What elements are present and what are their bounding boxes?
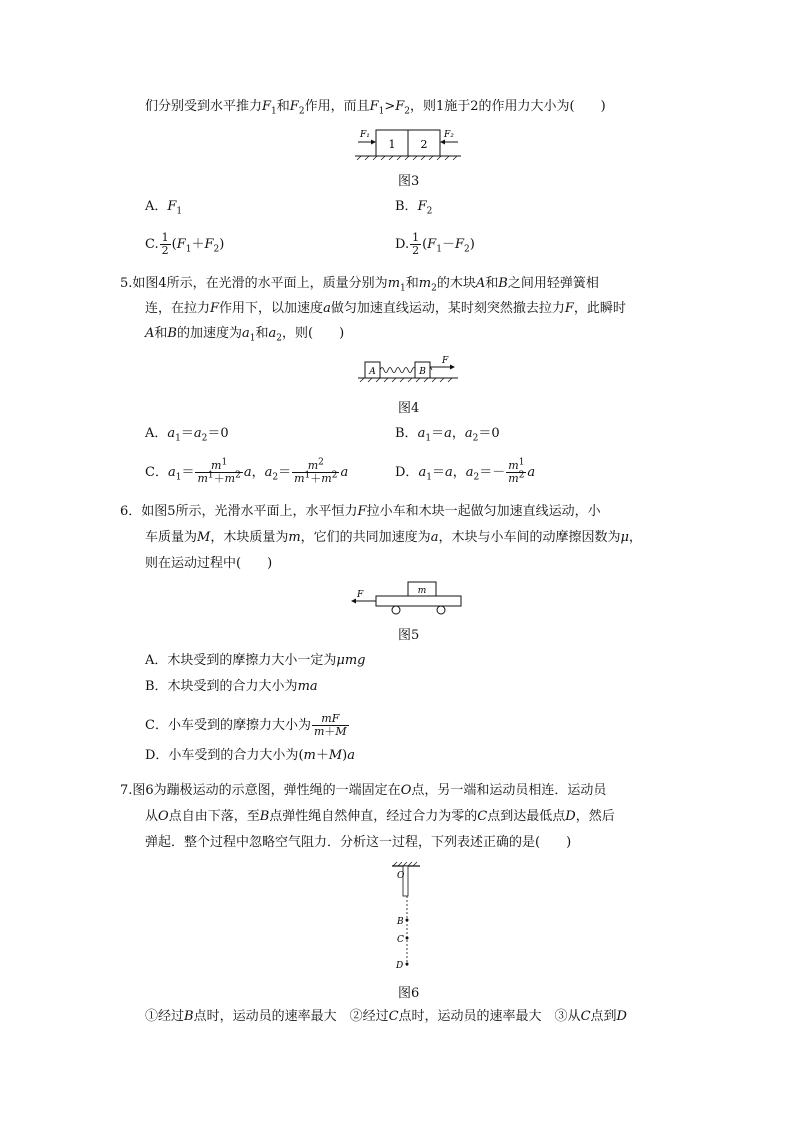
block-a-label: A [369,367,376,377]
q6-stem-line1: 6．如图5所示，光滑水平面上，水平恒力F拉小车和木块一起做匀加速直线运动，小 [120,504,601,519]
box-1-label: 1 [388,138,396,151]
q5-stem-line3: A和B的加速度为$a_1$和$a_2$，则( ) [145,326,345,344]
q5-stem-line1: 5.如图4所示，在光滑的水平面上，质量分别为$m_1$和$m_2$的木块A和B之间用轻弹簧相 [120,276,599,294]
figure-6-caption: 图6 [398,986,420,1001]
point-c [406,937,409,940]
q6-option-c[interactable]: C．小车受到的摩擦力大小为 $\frac{mF}{m+M}$ [145,712,347,738]
q5-option-b[interactable]: B．$a_1=a$，$a_2=0$ [395,426,500,444]
q6-stem-line3: 则在运动过程中( ) [145,556,273,571]
q4-option-d[interactable]: D. $\frac{1}{2}$ $(F_1-F_2)$ [395,231,475,257]
q5-option-c[interactable]: C．$a_1=$ $\frac{m^1}{m^1+m^2}$ a，$a_2=$ $\frac{m^2}{m^1+m^2}$ a [145,457,349,485]
q4-option-c[interactable]: C. $\frac{1}{2}$ $(F_1+F_2)$ [145,231,225,257]
cart-wheel-left [392,606,400,614]
box-2-label: 2 [420,138,428,151]
q4-stem: 们分别受到水平推力$F_1$和$F_2$作用，而且$F_1>F_2$，则1施于2的作用力大小为( ) [145,99,606,117]
cart-wheel-right [437,606,445,614]
force-label: F [442,356,449,366]
q5-option-a[interactable]: A．$a_1=a_2=0$ [145,426,229,444]
point-c-label: C [397,935,404,945]
point-b [406,919,409,922]
figure-3-caption: 图3 [398,174,420,189]
q4-option-a[interactable]: A．$F_1$ [145,199,183,217]
figure-4-caption: 图4 [398,401,420,416]
q4-option-b[interactable]: B．$F_2$ [395,199,433,217]
block-m-label: m [417,586,427,596]
q7-stem-line3: 弹起．整个过程中忽略空气阻力．分析这一过程，下列表述正确的是( ) [145,835,572,850]
point-b-label: B [397,917,404,927]
f1-label: F₁ [360,130,370,140]
q5-stem-line2: 连，在拉力F作用下，以加速度a做匀加速直线运动，某时刻突然撤去拉力F，此瞬时 [145,301,626,316]
figure-3 [355,124,465,160]
q5-option-d[interactable]: D．$a_1=a$，$a_2=-$ $\frac{m^1}{m^2}$ a [395,457,536,485]
q7-stem-line1: 7.图6为蹦极运动的示意图，弹性绳的一端固定在O点，另一端和运动员相连．运动员 [120,783,607,798]
force-label: F [357,590,364,600]
f2-label: F₂ [444,130,454,140]
q7-statements-line: ①经过B点时，运动员的速率最大 ②经过C点时，运动员的速率最大 ③从C点到D [145,1009,627,1024]
point-d [406,963,409,966]
figure-4 [358,355,460,383]
q6-option-d[interactable]: D．小车受到的合力大小为(m＋M)a [145,748,356,763]
q6-stem-line2: 车质量为M，木块质量为m，它们的共同加速度为a，木块与小车间的动摩擦因数为μ， [145,530,642,545]
point-d-label: D [396,961,404,971]
block-b-label: B [419,367,426,377]
figure-6 [388,862,424,974]
q6-option-a[interactable]: A．木块受到的摩擦力大小一定为μmg [145,653,366,668]
figure-5 [348,580,464,616]
q6-option-b[interactable]: B．木块受到的合力大小为ma [145,679,318,694]
figure-5-caption: 图5 [398,628,420,643]
cart [376,596,461,606]
point-o-label: O [397,871,405,881]
q7-stem-line2: 从O点自由下落，至B点弹性绳自然伸直，经过合力为零的C点到达最低点D，然后 [145,809,615,824]
